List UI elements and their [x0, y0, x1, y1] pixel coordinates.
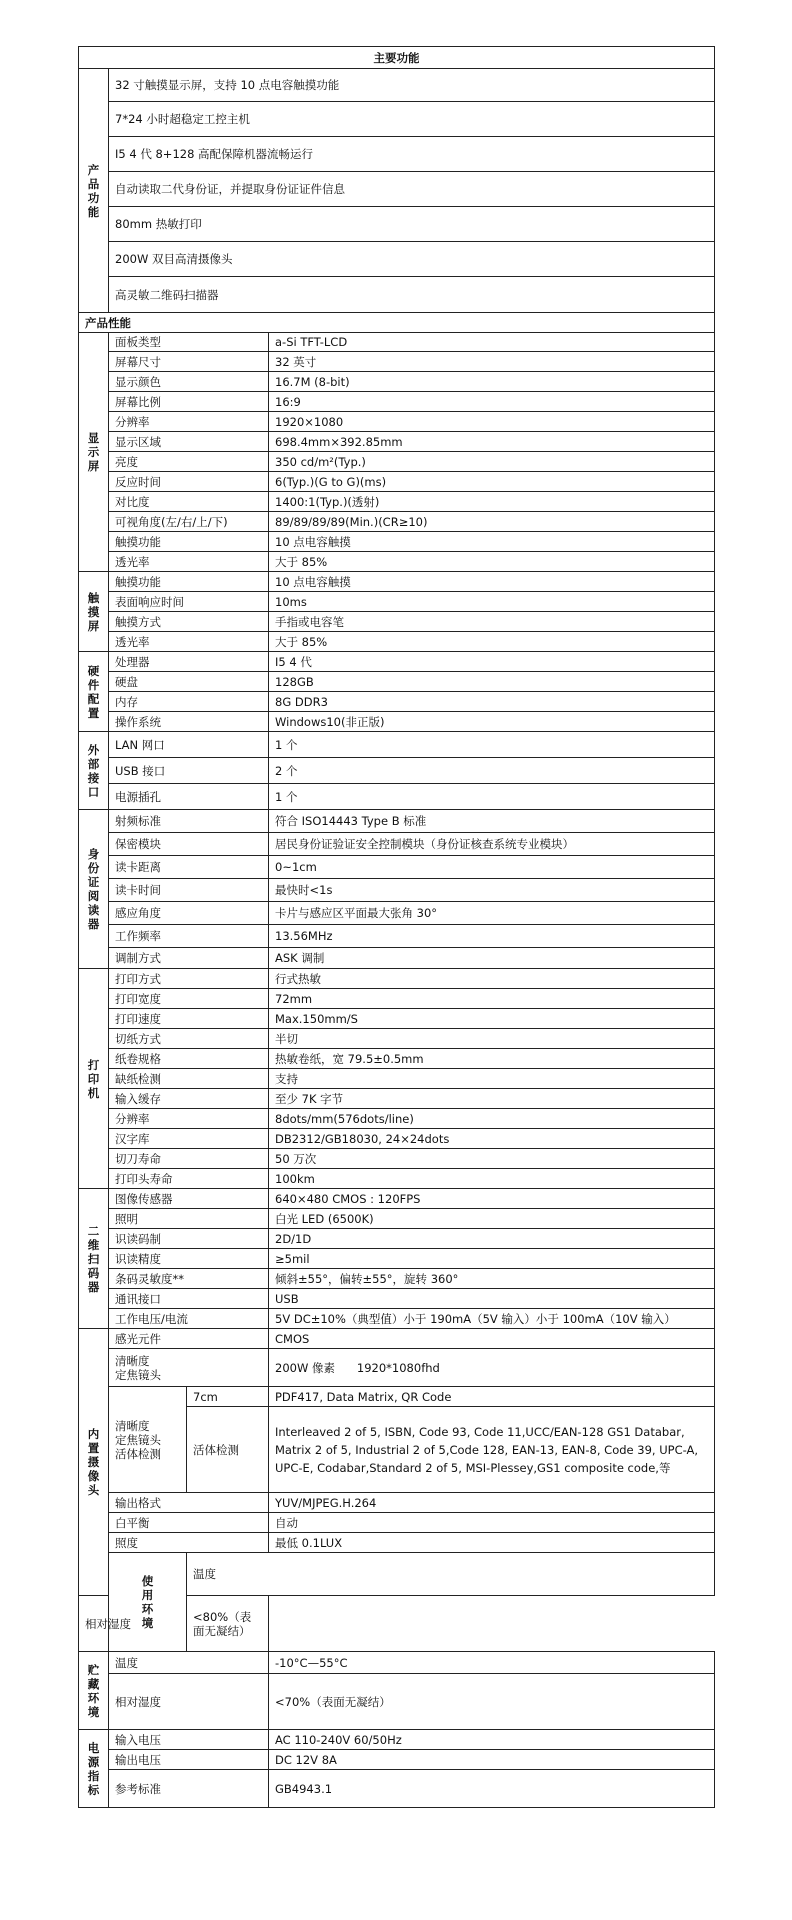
spec-name: 白平衡 — [109, 1513, 269, 1533]
section-label-idreader: 身份证阅读器 — [79, 810, 109, 969]
spec-name: 分辨率 — [109, 1109, 269, 1129]
spec-name: 读卡时间 — [109, 879, 269, 902]
spec-value: 1 个 — [269, 784, 715, 810]
spec-value: 2 个 — [269, 758, 715, 784]
spec-value: 至少 7K 字节 — [269, 1089, 715, 1109]
spec-name: 亮度 — [109, 452, 269, 472]
spec-value: YUV/MJPEG.H.264 — [269, 1493, 715, 1513]
spec-name: 照明 — [109, 1209, 269, 1229]
spec-name: 切纸方式 — [109, 1029, 269, 1049]
feature-item: 80mm 热敏打印 — [109, 207, 715, 242]
spec-value: <80%（表面无凝结） — [187, 1596, 269, 1652]
section-label-environment: 使用环境 — [109, 1553, 187, 1652]
spec-value: I5 4 代 — [269, 652, 715, 672]
spec-value: 6(Typ.)(G to G)(ms) — [269, 472, 715, 492]
spec-value: ≥5mil — [269, 1249, 715, 1269]
spec-value: 倾斜±55°，偏转±55°，旋转 360° — [269, 1269, 715, 1289]
spec-name: 可视角度(左/右/上/下) — [109, 512, 269, 532]
spec-value: 大于 85% — [269, 552, 715, 572]
spec-value: 10 点电容触摸 — [269, 572, 715, 592]
section-label-display: 显示屏 — [79, 333, 109, 572]
feature-item: 自动读取二代身份证，并提取身份证证件信息 — [109, 172, 715, 207]
spec-name: 操作系统 — [109, 712, 269, 732]
spec-value: Windows10(非正版) — [269, 712, 715, 732]
spec-name: 内存 — [109, 692, 269, 712]
spec-value: 自动 — [269, 1513, 715, 1533]
spec-value: 32 英寸 — [269, 352, 715, 372]
section-label-power: 电源指标 — [79, 1730, 109, 1808]
spec-name: 射频标准 — [109, 810, 269, 833]
spec-name: 缺纸检测 — [109, 1069, 269, 1089]
section-label-printer: 打印机 — [79, 969, 109, 1189]
spec-value: 8G DDR3 — [269, 692, 715, 712]
spec-name: 屏幕比例 — [109, 392, 269, 412]
spec-value: 热敏卷纸，宽 79.5±0.5mm — [269, 1049, 715, 1069]
section-label-ports: 外部接口 — [79, 732, 109, 810]
spec-value: GB4943.1 — [269, 1770, 715, 1808]
spec-name: 表面响应时间 — [109, 592, 269, 612]
spec-value: 行式热敏 — [269, 969, 715, 989]
spec-name: LAN 网口 — [109, 732, 269, 758]
spec-value: AC 110-240V 60/50Hz — [269, 1730, 715, 1750]
spec-value: PDF417, Data Matrix, QR Code — [269, 1387, 715, 1407]
spec-value: 居民身份证验证安全控制模块（身份证核查系统专业模块） — [269, 833, 715, 856]
feature-item: I5 4 代 8+128 高配保障机器流畅运行 — [109, 137, 715, 172]
feature-item: 高灵敏二维码扫描器 — [109, 277, 715, 313]
spec-name: 触摸功能 — [109, 532, 269, 552]
spec-name: 分辨率 — [109, 412, 269, 432]
spec-value: 5V DC±10%（典型值）小于 190mA（5V 输入）小于 100mA（10V 输入） — [269, 1309, 715, 1329]
spec-value: 100km — [269, 1169, 715, 1189]
table-title: 主要功能 — [79, 47, 715, 69]
spec-name: 条码灵敏度** — [109, 1269, 269, 1289]
feature-item: 32 寸触摸显示屏，支持 10 点电容触摸功能 — [109, 69, 715, 102]
spec-name: 电源插孔 — [109, 784, 269, 810]
spec-name: 硬盘 — [109, 672, 269, 692]
spec-name: 打印宽度 — [109, 989, 269, 1009]
spec-name: 感光元件 — [109, 1329, 269, 1349]
spec-value: Max.150mm/S — [269, 1009, 715, 1029]
spec-name: 纸卷规格 — [109, 1049, 269, 1069]
spec-value: 1 个 — [269, 732, 715, 758]
spec-name: 照度 — [109, 1533, 269, 1553]
spec-name: 清晰度 定焦镜头 活体检测 — [109, 1387, 187, 1493]
spec-value: 大于 85% — [269, 632, 715, 652]
spec-value: 2D/1D — [269, 1229, 715, 1249]
spec-name: 屏幕尺寸 — [109, 352, 269, 372]
spec-value: CMOS — [269, 1329, 715, 1349]
section-label-hardware: 硬件配置 — [79, 652, 109, 732]
spec-value: a-Si TFT-LCD — [269, 333, 715, 352]
spec-name: 输出电压 — [109, 1750, 269, 1770]
section-label-camera: 内置摄像头 — [79, 1329, 109, 1596]
spec-name: 调制方式 — [109, 948, 269, 969]
spec-name: 相对湿度 — [79, 1596, 187, 1652]
spec-value: 8dots/mm(576dots/line) — [269, 1109, 715, 1129]
spec-name: 透光率 — [109, 632, 269, 652]
spec-sub-name: 活体检测 — [187, 1407, 269, 1493]
spec-value: 350 cd/m²(Typ.) — [269, 452, 715, 472]
spec-value: 0~1cm — [269, 856, 715, 879]
spec-name: 感应角度 — [109, 902, 269, 925]
spec-name: 反应时间 — [109, 472, 269, 492]
spec-name: 显示区域 — [109, 432, 269, 452]
spec-name: USB 接口 — [109, 758, 269, 784]
spec-name: 参考标准 — [109, 1770, 269, 1808]
spec-name: 输出格式 — [109, 1493, 269, 1513]
spec-value: 手指或电容笔 — [269, 612, 715, 632]
spec-name: 工作电压/电流 — [109, 1309, 269, 1329]
spec-name: 工作频率 — [109, 925, 269, 948]
feature-item: 7*24 小时超稳定工控主机 — [109, 102, 715, 137]
spec-value: 640×480 CMOS : 120FPS — [269, 1189, 715, 1209]
spec-name: 识读精度 — [109, 1249, 269, 1269]
spec-value: 89/89/89/89(Min.)(CR≥10) — [269, 512, 715, 532]
spec-value: 200W 像素 1920*1080fhd — [269, 1349, 715, 1387]
spec-value: 符合 ISO14443 Type B 标准 — [269, 810, 715, 833]
spec-name: 汉字库 — [109, 1129, 269, 1149]
spec-name: 温度 — [109, 1652, 269, 1674]
spec-name: 打印头寿命 — [109, 1169, 269, 1189]
spec-value: 最低 0.1LUX — [269, 1533, 715, 1553]
performance-header: 产品性能 — [79, 313, 715, 333]
spec-value: 1400:1(Typ.)(透射) — [269, 492, 715, 512]
spec-name: 触摸功能 — [109, 572, 269, 592]
spec-value: 卡片与感应区平面最大张角 30° — [269, 902, 715, 925]
spec-name: 显示颜色 — [109, 372, 269, 392]
spec-value: -10°C—55°C — [269, 1652, 715, 1674]
section-label-touch: 触摸屏 — [79, 572, 109, 652]
spec-name: 读卡距离 — [109, 856, 269, 879]
spec-name: 打印速度 — [109, 1009, 269, 1029]
spec-value: DC 12V 8A — [269, 1750, 715, 1770]
spec-name: 打印方式 — [109, 969, 269, 989]
spec-value: 支持 — [269, 1069, 715, 1089]
spec-value: DB2312/GB18030, 24×24dots — [269, 1129, 715, 1149]
spec-name: 对比度 — [109, 492, 269, 512]
spec-name: 触摸方式 — [109, 612, 269, 632]
spec-table — [78, 46, 715, 1808]
spec-name: 清晰度 定焦镜头 — [109, 1349, 269, 1387]
spec-value: 10ms — [269, 592, 715, 612]
feature-item: 200W 双目高清摄像头 — [109, 242, 715, 277]
spec-value: 白光 LED (6500K) — [269, 1209, 715, 1229]
spec-value: 半切 — [269, 1029, 715, 1049]
spec-name: 输入缓存 — [109, 1089, 269, 1109]
spec-name: 通讯接口 — [109, 1289, 269, 1309]
spec-name: 保密模块 — [109, 833, 269, 856]
spec-name: 切刀寿命 — [109, 1149, 269, 1169]
spec-value: 最快时<1s — [269, 879, 715, 902]
spec-value: USB — [269, 1289, 715, 1309]
spec-name: 处理器 — [109, 652, 269, 672]
spec-value: 16.7M (8-bit) — [269, 372, 715, 392]
spec-name: 面板类型 — [109, 333, 269, 352]
spec-value: ASK 调制 — [269, 948, 715, 969]
spec-name: 识读码制 — [109, 1229, 269, 1249]
spec-value: 13.56MHz — [269, 925, 715, 948]
spec-name: 图像传感器 — [109, 1189, 269, 1209]
spec-value: <70%（表面无凝结） — [269, 1674, 715, 1730]
spec-value: Interleaved 2 of 5, ISBN, Code 93, Code 11,UCC/EAN-128 GS1 Databar, Matrix 2 of 5, Industrial 2 of 5,Code 128, EAN-13, EAN-8, Code 39, UPC-A, UPC-E, Codabar,Standard 2 of 5, MSI-Plessey,GS1 composite code,等 — [269, 1407, 715, 1493]
spec-name: 输入电压 — [109, 1730, 269, 1750]
section-label-features: 产品功能 — [79, 69, 109, 313]
spec-value: 698.4mm×392.85mm — [269, 432, 715, 452]
section-label-storage: 贮藏环境 — [79, 1652, 109, 1730]
spec-name: 透光率 — [109, 552, 269, 572]
spec-sub-name: 7cm — [187, 1387, 269, 1407]
spec-value: 10 点电容触摸 — [269, 532, 715, 552]
spec-value: 50 万次 — [269, 1149, 715, 1169]
spec-value: 72mm — [269, 989, 715, 1009]
spec-value: 16:9 — [269, 392, 715, 412]
spec-value: 128GB — [269, 672, 715, 692]
spec-name: 相对湿度 — [109, 1674, 269, 1730]
section-label-scanner: 二维扫码器 — [79, 1189, 109, 1329]
spec-name: 温度 — [187, 1553, 715, 1596]
spec-value: 1920×1080 — [269, 412, 715, 432]
